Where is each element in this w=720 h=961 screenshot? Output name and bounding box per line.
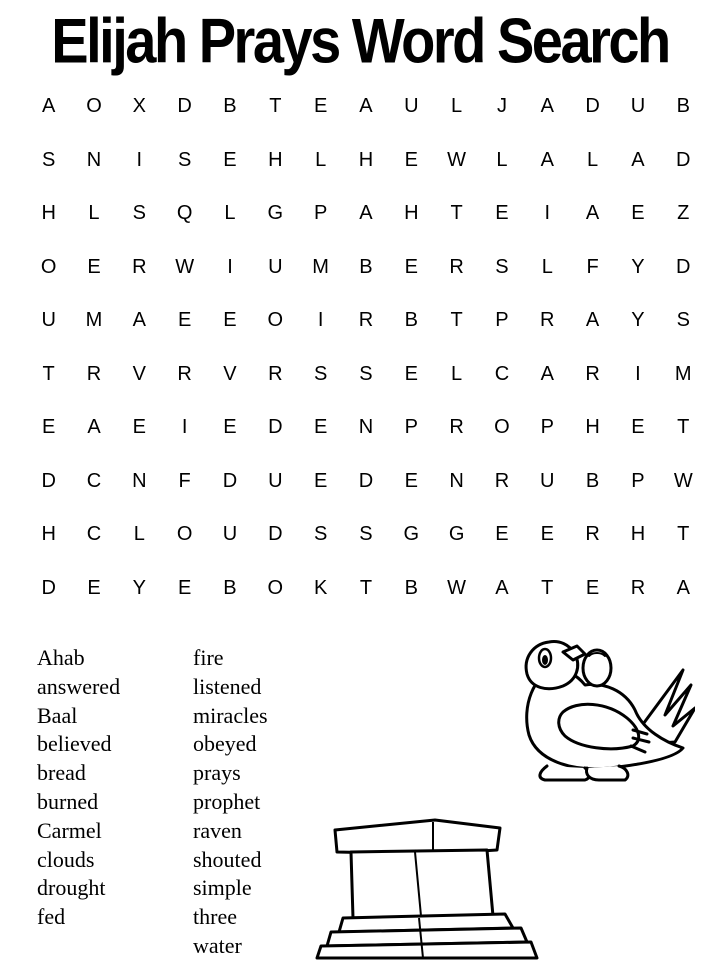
word-list-item: three [193, 904, 237, 930]
grid-cell: R [177, 362, 192, 385]
grid-cell: Z [677, 202, 690, 225]
grid-cell: S [313, 362, 328, 385]
grid-cell: E [87, 255, 101, 278]
word-list-item: prophet [193, 788, 261, 814]
grid-cell: L [315, 148, 327, 171]
grid-cell: E [495, 523, 509, 546]
grid-cell: D [676, 148, 691, 171]
grid-cell: I [181, 416, 188, 439]
grid-cell: R [449, 416, 464, 439]
grid-cell: S [41, 148, 56, 171]
grid-row [26, 294, 706, 348]
grid-cell: Y [132, 576, 146, 599]
grid-cell: E [631, 416, 645, 439]
word-list-column-2 [193, 644, 268, 961]
grid-cell: C [86, 523, 102, 546]
grid-cell: R [630, 576, 646, 599]
grid-cell: D [585, 95, 600, 118]
grid-cell: E [177, 309, 192, 332]
grid-cell: S [132, 202, 146, 225]
grid-cell: A [540, 95, 554, 118]
grid-row [26, 134, 706, 188]
grid-cell: G [267, 202, 284, 225]
grid-cell: S [676, 309, 690, 332]
grid-cell: R [358, 309, 374, 332]
grid-cell: E [313, 95, 328, 118]
grid-cell: T [677, 416, 690, 439]
grid-cell: A [540, 362, 554, 385]
grid-cell: B [676, 95, 690, 118]
grid-cell: G [448, 523, 465, 546]
grid-cell: R [585, 362, 600, 385]
grid-cell: R [540, 309, 555, 332]
grid-cell: P [404, 416, 418, 439]
grid-cell: M [674, 362, 692, 385]
grid-cell: U [222, 523, 238, 546]
grid-cell: U [630, 95, 646, 118]
grid-cell: A [87, 416, 101, 439]
grid-cell: D [222, 469, 238, 492]
grid-cell: E [313, 469, 328, 492]
grid-cell: T [359, 576, 373, 599]
grid-cell: H [404, 202, 419, 225]
grid-row [26, 241, 706, 295]
grid-cell: S [313, 523, 328, 546]
grid-cell: E [87, 576, 101, 599]
grid-row [26, 508, 706, 562]
grid-cell: D [177, 95, 192, 118]
grid-cell: E [631, 202, 645, 225]
grid-cell: S [177, 148, 192, 171]
grid-cell: O [86, 95, 102, 118]
grid-cell: R [268, 362, 283, 385]
grid-cell: L [224, 202, 236, 225]
grid-cell: R [86, 362, 102, 385]
grid-cell: O [267, 309, 284, 332]
grid-cell: K [313, 576, 328, 599]
grid-cell: E [404, 255, 418, 278]
word-list-item: Baal [37, 702, 78, 728]
grid-cell: N [86, 148, 102, 171]
grid-cell: N [449, 469, 464, 492]
grid-cell: L [587, 148, 599, 171]
word-list-item: answered [37, 673, 121, 699]
word-list-item: prays [193, 760, 241, 786]
grid-cell: H [630, 523, 646, 546]
grid-cell: B [585, 469, 600, 492]
grid-cell: E [404, 469, 418, 492]
word-list-item: water [193, 932, 242, 958]
grid-cell: W [447, 576, 467, 599]
word-list-item: Carmel [37, 817, 102, 843]
grid-cell: T [450, 202, 463, 225]
grid-cell: W [447, 148, 467, 171]
grid-cell: H [268, 148, 283, 171]
grid-cell: L [451, 95, 463, 118]
grid-cell: W [175, 255, 195, 278]
grid-cell: A [359, 95, 373, 118]
grid-cell: P [540, 416, 554, 439]
word-list-item: miracles [193, 702, 268, 728]
word-list-item: fed [37, 904, 66, 930]
grid-cell: D [41, 469, 56, 492]
grid-cell: A [676, 576, 690, 599]
word-list-item: shouted [193, 846, 262, 872]
grid-cell: E [132, 416, 146, 439]
grid-cell: R [449, 255, 464, 278]
grid-cell: E [404, 362, 418, 385]
grid-row [26, 80, 706, 134]
grid-cell: I [317, 309, 324, 332]
word-list-item: burned [37, 788, 99, 814]
word-list-item: clouds [37, 846, 95, 872]
grid-cell: N [132, 469, 147, 492]
word-list-column-1 [37, 644, 120, 932]
grid-cell: V [223, 362, 237, 385]
grid-cell: M [85, 309, 103, 332]
grid-cell: C [86, 469, 102, 492]
grid-cell: Y [631, 309, 645, 332]
grid-cell: A [585, 309, 600, 332]
word-list-item: Ahab [37, 645, 85, 670]
grid-cell: O [176, 523, 193, 546]
grid-cell: E [404, 148, 418, 171]
grid-cell: H [41, 202, 56, 225]
grid-cell: E [585, 576, 600, 599]
grid-cell: J [496, 95, 507, 118]
grid-cell: U [268, 469, 283, 492]
grid-cell: O [267, 576, 284, 599]
grid-cell: U [268, 255, 283, 278]
stone-altar-illustration [315, 818, 545, 960]
grid-cell: O [494, 416, 510, 439]
grid-cell: E [223, 148, 237, 171]
grid-cell: R [494, 469, 510, 492]
grid-cell: Q [176, 202, 193, 225]
word-list-item: fire [193, 645, 224, 670]
grid-cell: R [132, 255, 147, 278]
grid-cell: B [359, 255, 373, 278]
word-list-item: raven [193, 817, 242, 843]
grid-cell: L [496, 148, 508, 171]
grid-cell: A [132, 309, 146, 332]
grid-cell: L [133, 523, 145, 546]
grid-row [26, 187, 706, 241]
grid-cell: T [677, 523, 690, 546]
word-list-item: believed [37, 731, 112, 757]
grid-cell: S [359, 523, 373, 546]
grid-cell: G [403, 523, 420, 546]
letter-grid [26, 80, 706, 615]
grid-cell: T [269, 95, 282, 118]
grid-cell: D [268, 523, 283, 546]
word-list-item: drought [37, 875, 106, 901]
grid-cell: E [223, 309, 237, 332]
grid-cell: D [268, 416, 283, 439]
grid-row [26, 455, 706, 509]
grid-cell: A [585, 202, 600, 225]
grid-cell: E [41, 416, 56, 439]
bird-with-bread-illustration [515, 630, 695, 785]
grid-cell: B [223, 95, 237, 118]
grid-cell: E [223, 416, 237, 439]
grid-cell: E [540, 523, 554, 546]
word-list-item: bread [37, 760, 86, 786]
grid-cell: L [541, 255, 553, 278]
grid-cell: D [358, 469, 374, 492]
grid-cell: A [540, 148, 554, 171]
grid-cell: B [404, 309, 418, 332]
grid-cell: O [40, 255, 57, 278]
grid-cell: R [585, 523, 600, 546]
grid-cell: T [541, 576, 554, 599]
grid-cell: I [544, 202, 551, 225]
grid-cell: T [42, 362, 55, 385]
grid-cell: X [132, 95, 146, 118]
grid-cell: T [450, 309, 463, 332]
grid-cell: H [585, 416, 600, 439]
grid-cell: H [41, 523, 56, 546]
grid-cell: E [313, 416, 328, 439]
grid-cell: U [540, 469, 555, 492]
grid-cell: S [495, 255, 509, 278]
grid-cell: N [358, 416, 374, 439]
grid-cell: U [404, 95, 419, 118]
grid-row [26, 348, 706, 402]
grid-cell: I [635, 362, 641, 385]
grid-cell: I [227, 255, 233, 278]
grid-cell: E [177, 576, 192, 599]
grid-cell: F [586, 255, 599, 278]
grid-cell: E [495, 202, 509, 225]
grid-cell: B [404, 576, 418, 599]
grid-cell: P [631, 469, 645, 492]
grid-cell: A [41, 95, 56, 118]
grid-cell: P [495, 309, 509, 332]
grid-row [26, 562, 706, 616]
grid-cell: I [136, 148, 143, 171]
grid-cell: B [223, 576, 237, 599]
grid-cell: A [495, 576, 509, 599]
grid-cell: A [631, 148, 645, 171]
grid-cell: H [358, 148, 374, 171]
grid-cell: W [673, 469, 693, 492]
grid-cell: V [132, 362, 146, 385]
grid-cell: M [312, 255, 329, 278]
grid-cell: Y [631, 255, 645, 278]
grid-cell: S [359, 362, 373, 385]
grid-cell: F [178, 469, 191, 492]
grid-row [26, 401, 706, 455]
word-list-item: listened [193, 673, 262, 699]
grid-cell: C [494, 362, 510, 385]
grid-cell: D [676, 255, 691, 278]
grid-cell: A [359, 202, 373, 225]
grid-cell: D [41, 576, 56, 599]
word-list-item: simple [193, 875, 252, 901]
grid-cell: L [451, 362, 463, 385]
grid-cell: L [88, 202, 100, 225]
grid-cell: P [313, 202, 328, 225]
page-title: Elijah Prays Word Search [51, 5, 669, 76]
word-list-item: obeyed [193, 731, 257, 757]
grid-cell: U [41, 309, 56, 332]
